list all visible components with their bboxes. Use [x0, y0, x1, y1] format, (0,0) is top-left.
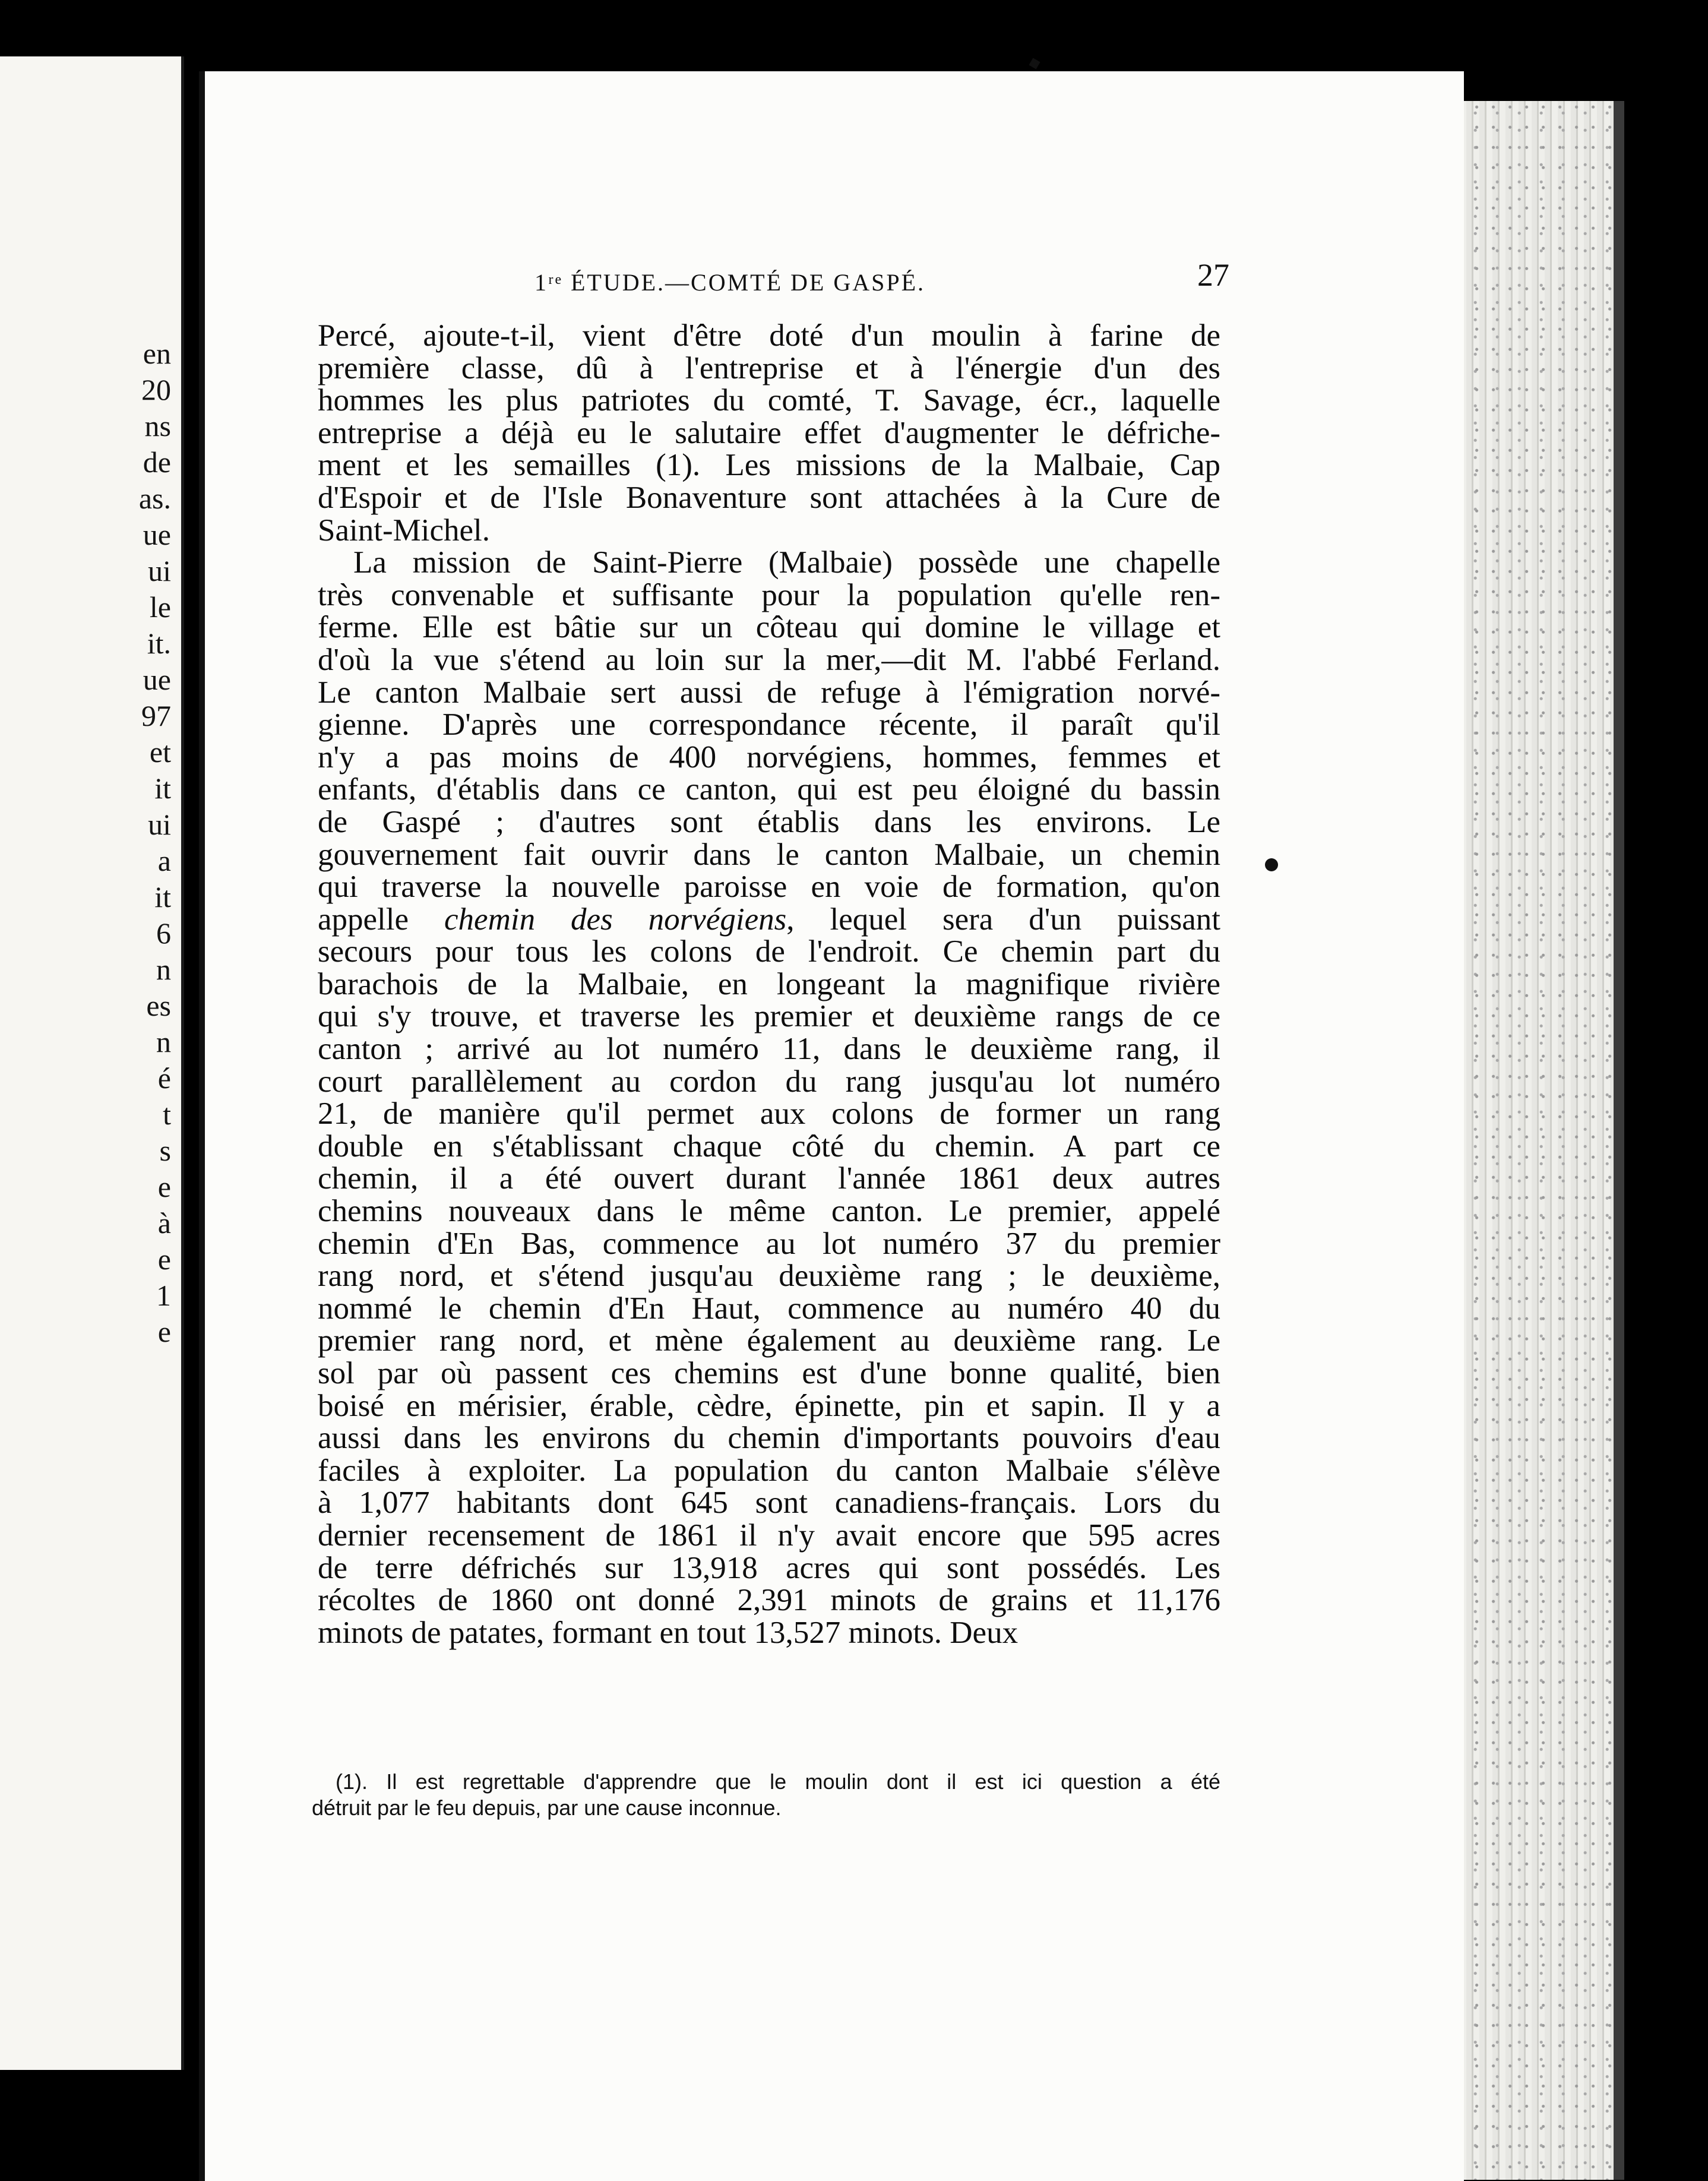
fragment-line: 20 — [141, 373, 171, 406]
text-line: rang nord, et s'étend jusqu'au deuxième rang ; le deuxième, — [318, 1259, 1220, 1294]
fragment-line: é — [157, 1061, 171, 1095]
page-edges — [1440, 101, 1624, 2180]
fragment-line: t — [163, 1098, 171, 1131]
fragment-line: e — [157, 1170, 171, 1203]
footnote-line: (1). Il est regrettable d'apprendre que le moulin dont il est ici question a été — [336, 1769, 1220, 1794]
fragment-line: ui — [148, 808, 171, 841]
text-line: hommes les plus patriotes du comté, T. Savage, écr., laquelle — [318, 383, 1220, 418]
text-line: gienne. D'après une correspondance récente, il paraît qu'il — [318, 707, 1220, 742]
text-line: barachois de la Malbaie, en longeant la magnifique rivière — [318, 966, 1220, 1001]
footnote — [312, 1769, 1220, 1821]
fragment-line: s — [159, 1134, 171, 1167]
text-line: qui traverse la nouvelle paroisse en voie de formation, qu'on — [318, 870, 1220, 905]
text-line: chemins nouveaux dans le même canton. Le premier, appelé — [318, 1194, 1220, 1229]
text-line: Le canton Malbaie sert aussi de refuge à l'émigration norvé- — [318, 675, 1220, 710]
fragment-line: en — [143, 337, 171, 370]
running-head: 1ʳᵉ ÉTUDE.—COMTÉ DE GASPÉ. — [534, 269, 926, 296]
text-line: Percé, ajoute-t-il, vient d'être doté d'un moulin à farine de — [318, 318, 1220, 353]
scan-speck — [1029, 58, 1040, 69]
text-line: aussi dans les environs du chemin d'importants pouvoirs d'eau — [318, 1421, 1220, 1456]
fragment-line: n — [156, 953, 171, 986]
fragment-line: 1 — [156, 1279, 171, 1312]
fragment-line: 6 — [156, 916, 171, 950]
text-line: nommé le chemin d'En Haut, commence au numéro 40 du — [318, 1291, 1220, 1326]
text-line: entreprise a déjà eu le salutaire effet d'augmenter le défriche- — [318, 415, 1220, 450]
text-line: récoltes de 1860 ont donné 2,391 minots de grains et 11,176 — [318, 1583, 1220, 1618]
fragment-line: le — [149, 590, 171, 624]
body-text — [318, 320, 1220, 1649]
text-line: minots de patates, formant en tout 13,527 minots. Deux — [318, 1615, 1019, 1650]
fragment-line: 97 — [141, 699, 171, 732]
fragment-line: es — [146, 989, 171, 1022]
facing-page — [0, 56, 184, 2070]
fragment-line: à — [157, 1206, 171, 1240]
facing-page-fragments — [0, 336, 178, 1350]
text-line: enfants, d'établis dans ce canton, qui est peu éloigné du bassin — [318, 772, 1220, 807]
text-line: d'où la vue s'étend au loin sur la mer,—dit M. l'abbé Ferland. — [318, 642, 1220, 677]
text-line: qui s'y trouve, et traverse les premier et deuxième rangs de ce — [318, 999, 1220, 1034]
text-line: La mission de Saint-Pierre (Malbaie) possède une chapelle — [353, 545, 1220, 580]
italic-phrase: chemin des norvégiens — [444, 902, 787, 937]
fragment-line: a — [157, 844, 171, 877]
text-line: à 1,077 habitants dont 645 sont canadiens-français. Lors du — [318, 1485, 1220, 1521]
text-line: court parallèlement au cordon du rang jusqu'au lot numéro — [318, 1064, 1220, 1099]
fragment-line: ue — [143, 663, 171, 696]
text-line: dernier recensement de 1861 il n'y avait encore que 595 acres — [318, 1518, 1220, 1553]
text-line: de Gaspé ; d'autres sont établis dans les environs. Le — [318, 804, 1220, 839]
fragment-line: it — [154, 880, 171, 914]
fragment-line: it — [154, 772, 171, 805]
text-line: canton ; arrivé au lot numéro 11, dans le deuxième rang, il — [318, 1032, 1220, 1067]
fragment-line: de — [143, 445, 171, 479]
fragment-line: e — [157, 1243, 171, 1276]
text-line: ferme. Elle est bâtie sur un côteau qui domine le village et — [318, 610, 1220, 645]
text-line: ment et les semailles (1). Les missions de la Malbaie, Cap — [318, 448, 1220, 483]
text-line: premier rang nord, et mène également au deuxième rang. Le — [318, 1323, 1220, 1358]
text-line: faciles à exploiter. La population du canton Malbaie s'élève — [318, 1453, 1220, 1488]
text-line: Saint-Michel. — [318, 513, 490, 548]
fragment-line: n — [156, 1025, 171, 1058]
fragment-line: e — [157, 1315, 171, 1348]
text-line: boisé en mérisier, érable, cèdre, épinette, pin et sapin. Il y a — [318, 1388, 1220, 1423]
text-line: 21, de manière qu'il permet aux colons de former un rang — [318, 1096, 1220, 1131]
text-line: appelle chemin des norvégiens, lequel sera d'un puissant — [318, 902, 1220, 937]
text-line: chemin d'En Bas, commence au lot numéro 37 du premier — [318, 1226, 1220, 1261]
text-line: double en s'établissant chaque côté du chemin. A part ce — [318, 1129, 1220, 1164]
fragment-line: it. — [147, 627, 171, 660]
text-line: très convenable et suffisante pour la population qu'elle ren- — [318, 577, 1220, 612]
text-line: chemin, il a été ouvert durant l'année 1861 deux autres — [318, 1161, 1220, 1196]
margin-ink-dot — [1265, 858, 1278, 871]
fragment-line: ui — [148, 554, 171, 587]
page-header — [534, 257, 1229, 296]
fragment-line: ue — [143, 518, 171, 551]
fragment-line: et — [149, 735, 171, 769]
text-line: de terre défrichés sur 13,918 acres qui sont possédés. Les — [318, 1550, 1220, 1585]
page-number: 27 — [1197, 257, 1229, 293]
footnote-line: détruit par le feu depuis, par une cause inconnue. — [312, 1796, 782, 1820]
text-line: première classe, dû à l'entreprise et à l'énergie d'un des — [318, 350, 1220, 385]
text-line: secours pour tous les colons de l'endroit. Ce chemin part du — [318, 934, 1220, 969]
text-line: n'y a pas moins de 400 norvégiens, hommes, femmes et — [318, 739, 1220, 775]
text-line: d'Espoir et de l'Isle Bonaventure sont attachées à la Cure de — [318, 480, 1220, 515]
fragment-line: ns — [144, 409, 171, 442]
text-line: sol par où passent ces chemins est d'une bonne qualité, bien — [318, 1356, 1220, 1390]
fragment-line: as. — [138, 482, 171, 515]
text-line: gouvernement fait ouvrir dans le canton Malbaie, un chemin — [318, 837, 1220, 872]
